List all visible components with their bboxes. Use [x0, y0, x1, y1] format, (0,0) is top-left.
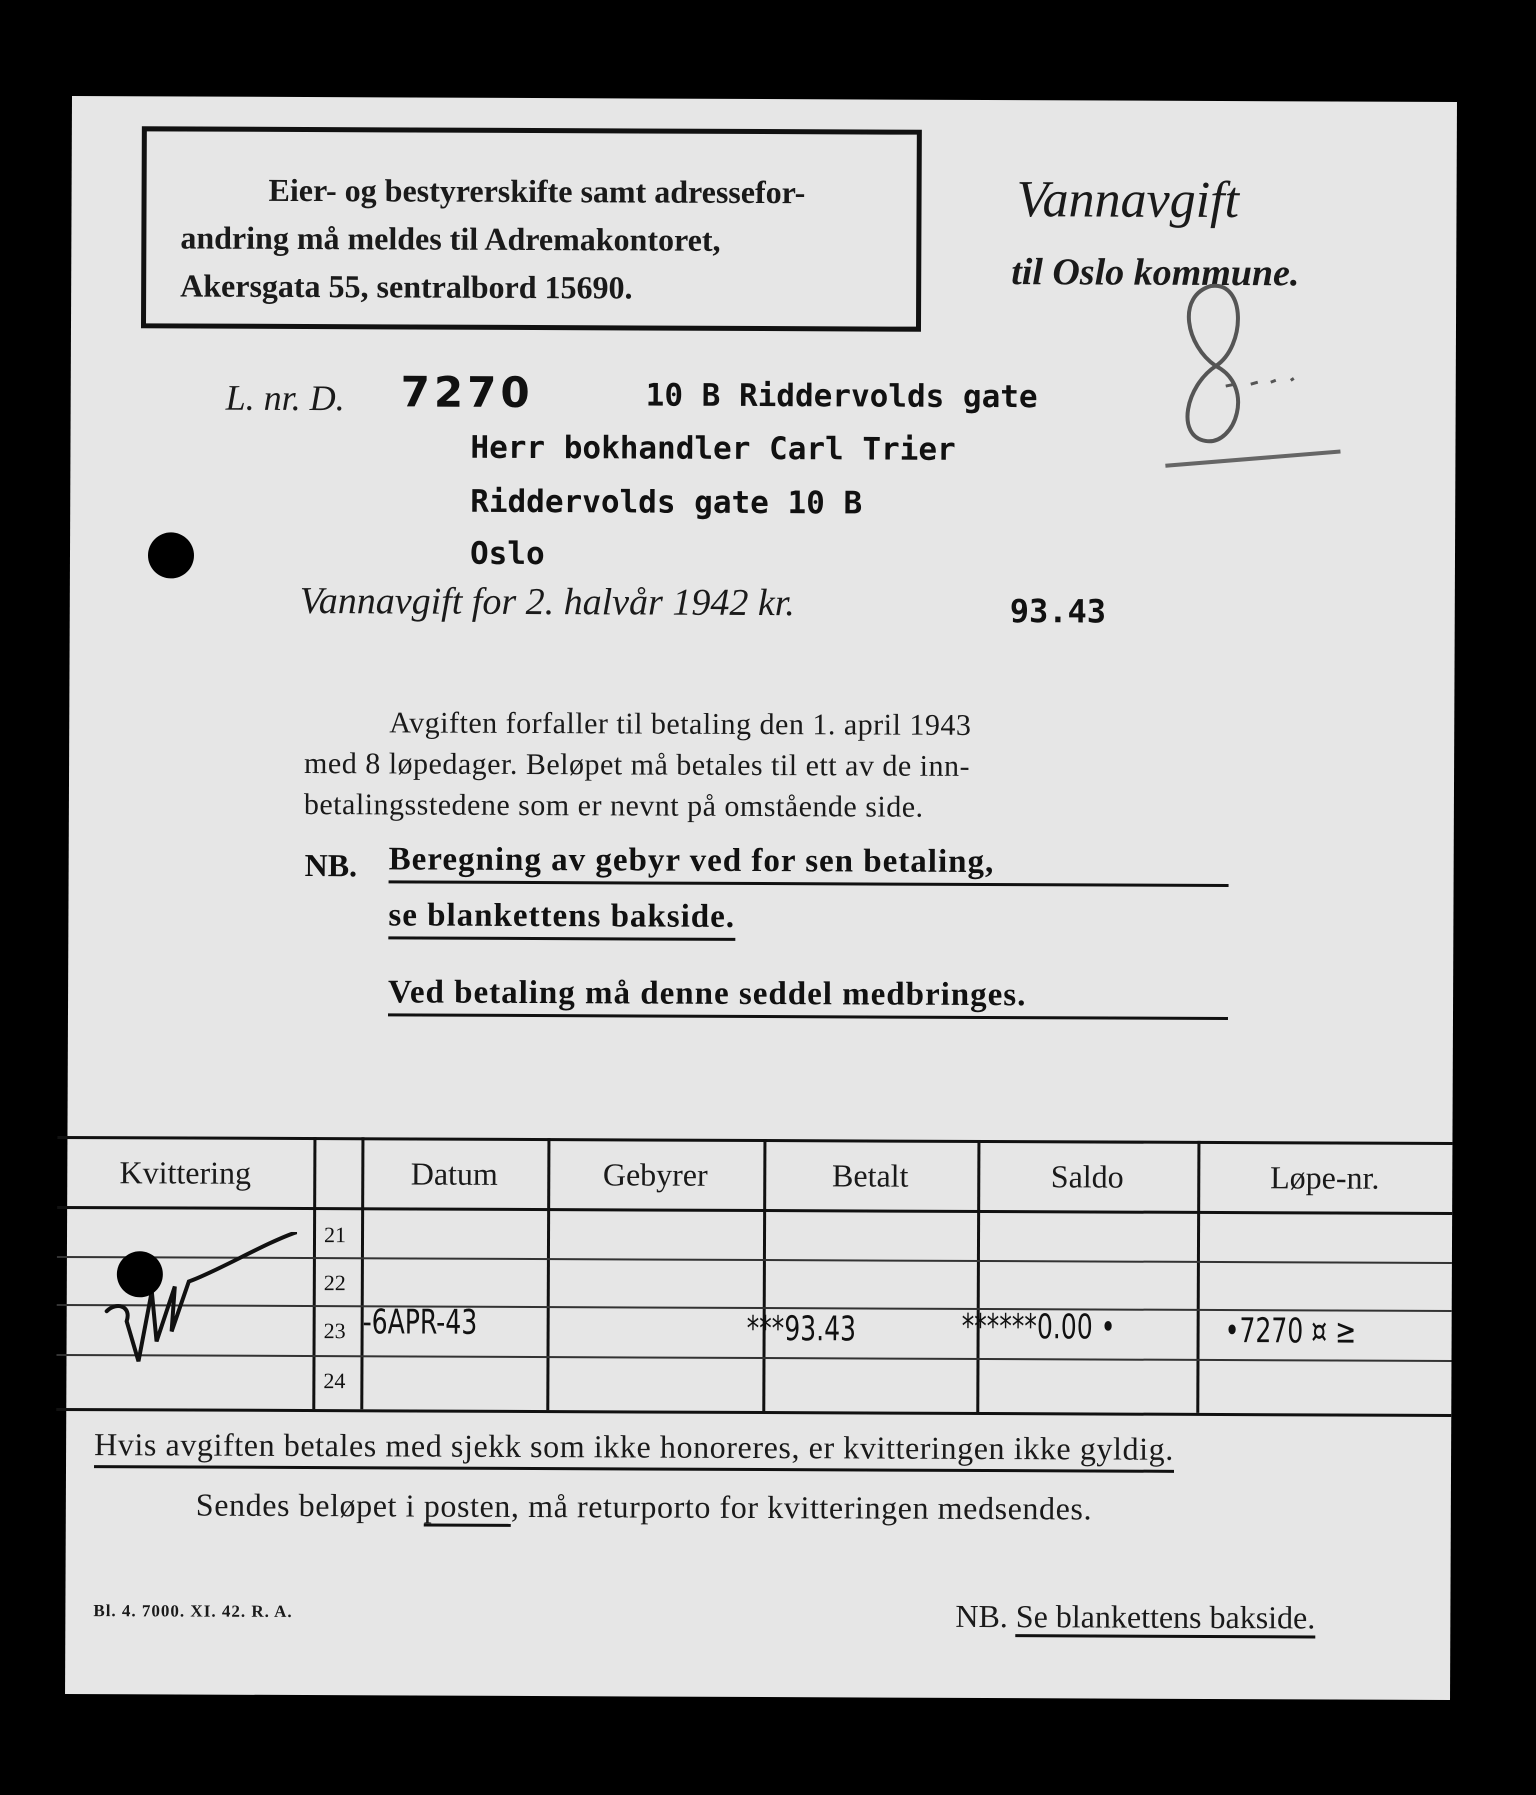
stamp-paid: ***93.43: [746, 1308, 857, 1350]
table-header-divider: [57, 1206, 1452, 1215]
header-lopenr: Løpe-nr.: [1270, 1159, 1380, 1196]
terms-line: betalingsstedene som er nevnt på omstående side.: [303, 788, 924, 824]
header-kvittering: Kvittering: [119, 1154, 252, 1191]
header-betalt: Betalt: [832, 1157, 909, 1194]
row-number: 21: [323, 1222, 347, 1248]
account-label: L. nr. D.: [225, 377, 345, 419]
document-title: Vannavgift: [1016, 171, 1240, 230]
postage-notice-start: Sendes beløpet i: [195, 1486, 424, 1524]
footer-nb: [955, 1598, 1315, 1637]
addressee-address: Riddervolds gate 10 B: [470, 483, 863, 522]
bring-slip-notice: Ved betaling må denne seddel medbringes.: [388, 974, 1228, 1020]
punch-hole: [148, 532, 194, 578]
row-number: 23: [323, 1318, 346, 1344]
postage-notice-underlined: posten: [424, 1488, 511, 1527]
notice-box: [141, 126, 922, 331]
footer-nb-label: NB.: [955, 1597, 1016, 1635]
fee-amount: 93.43: [1009, 592, 1107, 631]
nb-backside-notice: se blankettens bakside.: [388, 897, 735, 941]
account-street: 10 B Riddervolds gate: [645, 377, 1038, 416]
payment-terms: [304, 702, 1225, 829]
stamp-date: -6APR-43: [362, 1302, 478, 1343]
footer-nb-text: Se blankettens bakside.: [1016, 1598, 1316, 1638]
row-number: 24: [323, 1368, 346, 1394]
terms-line: med 8 løpedager. Beløpet må betales til ett av de inn-: [304, 747, 971, 783]
fee-description: Vannavgift for 2. halvår 1942 kr.: [299, 579, 795, 625]
header-gebyrer: Gebyrer: [602, 1156, 708, 1193]
form-code: Bl. 4. 7000. XI. 42. R. A.: [93, 1601, 293, 1621]
notice-line: Akersgata 55, sentralbord 15690.: [180, 267, 633, 306]
table-border: [57, 1136, 1452, 1145]
table-border: [56, 1408, 1451, 1417]
postage-notice-end: , må returporto for kvitteringen medsendes.: [510, 1487, 1093, 1527]
nb-fee-notice: Beregning av gebyr ved for sen betaling,: [389, 841, 1229, 887]
signature: [96, 1231, 297, 1377]
terms-line: Avgiften forfaller til betaling den 1. april 1943: [389, 706, 972, 742]
addressee-city: Oslo: [469, 535, 545, 573]
notice-line: andring må meldes til Adremakontoret,: [180, 219, 721, 258]
postage-notice: [196, 1487, 1092, 1528]
handwritten-mark: [1165, 276, 1346, 482]
document-subtitle: til Oslo kommune.: [1011, 251, 1300, 295]
notice-line: Eier- og bestyrerskifte samt adressefor-: [268, 171, 806, 211]
account-number: 7270: [400, 367, 534, 418]
punch-hole: [117, 1251, 163, 1297]
stamp-balance: ******0.00 •: [961, 1306, 1116, 1348]
addressee-name: Herr bokhandler Carl Trier: [470, 429, 956, 468]
document-card: [65, 96, 1457, 1700]
stamp-serial: •7270 ¤ ≥: [1224, 1311, 1357, 1352]
header-datum: Datum: [410, 1155, 498, 1192]
header-saldo: Saldo: [1050, 1158, 1124, 1195]
nb-label: NB.: [304, 847, 358, 884]
row-number: 22: [323, 1270, 346, 1296]
receipt-table: [56, 1136, 1452, 1417]
cheque-notice: Hvis avgiften betales med sjekk som ikke honoreres, er kvitteringen ikke gyldig.: [94, 1426, 1174, 1473]
